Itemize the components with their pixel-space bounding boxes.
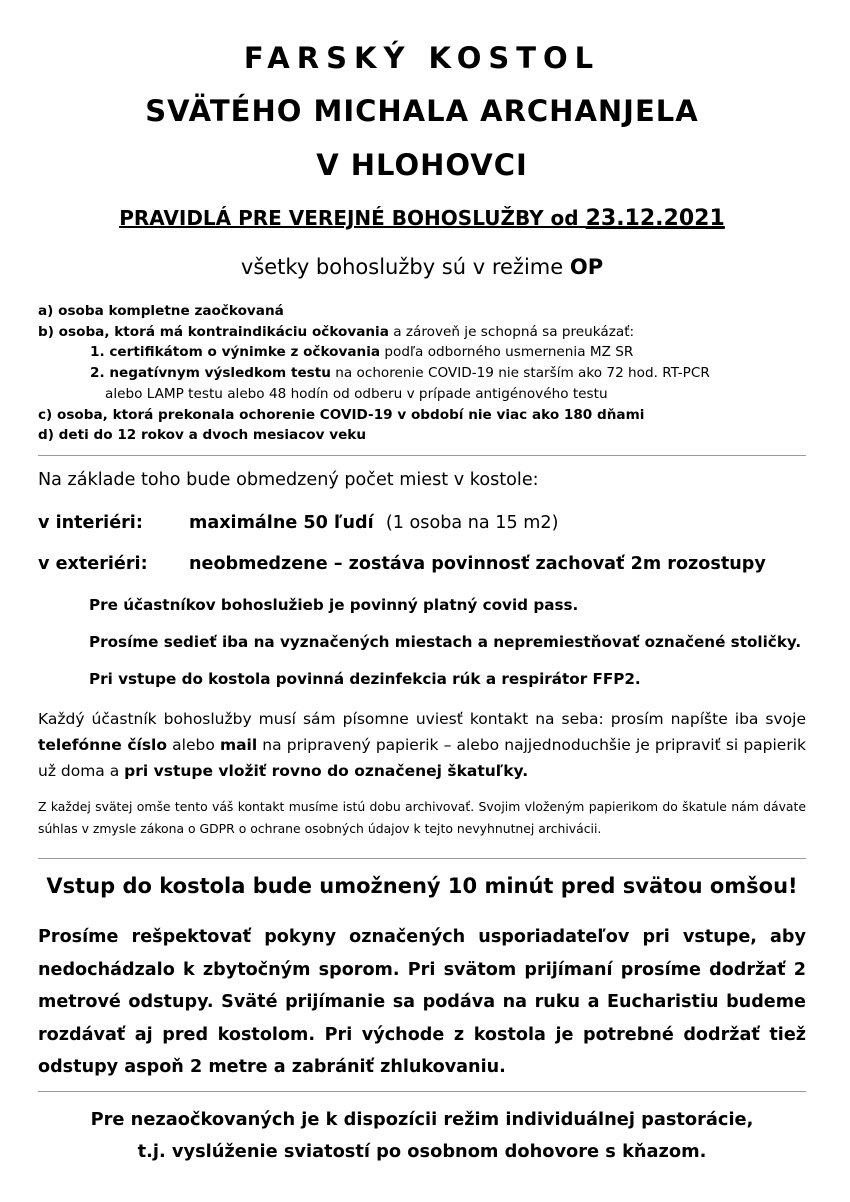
list-item-b2-rest: na ochorenie COVID-19 nie starším ako 72 hod. RT-PCR: [330, 365, 710, 382]
entry-heading: Vstup do kostola bude umožnený 10 minút pred svätou omšou!: [46, 874, 798, 898]
final-notice: [38, 1104, 806, 1168]
church-title-line1: FARSKÝ KOSTOL: [243, 41, 601, 75]
list-item-b1-rest: podľa odborného usmernenia MZ SR: [380, 344, 634, 361]
regime-code: OP: [569, 255, 604, 279]
list-item-b-rest: a zároveň je schopná sa preukázať:: [388, 323, 635, 340]
note-seating: Prosíme sedieť iba na vyznačených miestach a nepremiestňovať označené stoličky.: [89, 633, 802, 651]
note-covid-pass: Pre účastníkov bohoslužieb je povinný platný covid pass.: [89, 596, 579, 614]
list-item-c: [38, 405, 710, 426]
contact-text-3: na pripravený papierik – alebo najjednoduchšie je pripraviť si papierik už doma a: [38, 736, 806, 780]
list-item-b2: [38, 363, 710, 384]
eligibility-list: [38, 301, 710, 446]
capacity-intro: Na základe toho bude obmedzený počet miest v kostole:: [38, 470, 539, 490]
list-item-b2-cont: alebo LAMP testu alebo 48 hodín od odberu v prípade antigénového testu: [105, 385, 608, 402]
list-item-b1: [38, 342, 710, 363]
final-line1: Pre nezaočkovaných je k dispozícii režim individuálnej pastorácie,: [90, 1109, 754, 1130]
list-item-a: [38, 301, 710, 322]
list-item-b1-bold: 1. certifikátom o výnimke z očkovania: [90, 344, 381, 361]
regime-prefix: všetky bohoslužby sú v režime: [240, 255, 570, 279]
contact-paragraph: [38, 706, 806, 784]
contact-mail: mail: [219, 736, 258, 754]
interior-label: v interiéri:: [38, 513, 143, 533]
interior-note: (1 osoba na 15 m2): [385, 513, 559, 533]
final-line2: t.j. vyslúženie sviatostí po osobnom dohovore s kňazom.: [137, 1141, 707, 1162]
divider: [38, 1091, 806, 1092]
list-item-a-text: a) osoba kompletne zaočkovaná: [38, 303, 284, 319]
contact-phone: telefónne číslo: [38, 736, 168, 754]
list-item-b-bold: b) osoba, ktorá má kontraindikáciu očkovania: [38, 323, 389, 340]
contact-text-2: alebo: [167, 736, 220, 754]
list-item-b2-bold: 2. negatívnym výsledkom testu: [90, 365, 331, 382]
gdpr-paragraph: Z každej svätej omše tento váš kontakt musíme istú dobu archivovať. Svojim vloženým papierikom do škatule nám dávate súhlas v zmysle zákona o GDPR o ochrane osobných údajov k tejto nevyhnutnej archivácii.: [38, 799, 806, 836]
interior-value-wrap: [189, 513, 558, 533]
exterior-value: neobmedzene – zostáva povinnosť zachovať 2m rozostupy: [189, 554, 766, 574]
contact-text-1: Každý účastník bohoslužby musí sám písomne uviesť kontakt na seba: prosím napíšte iba svoje: [38, 710, 806, 728]
church-title-line2: SVÄTÉHO MICHALA ARCHANJELA: [145, 94, 699, 128]
list-item-d: [38, 425, 710, 446]
contact-text-4: pri vstupe vložiť rovno do označenej škatuľky.: [124, 762, 529, 780]
rules-date: 23.12.2021: [585, 206, 725, 231]
list-item-c-text: c) osoba, ktorá prekonala ochorenie COVID-19 v období nie viac ako 180 dňami: [38, 406, 645, 423]
regime-line: [38, 255, 806, 279]
list-item-b: [38, 322, 710, 343]
divider: [38, 858, 806, 859]
divider: [38, 455, 806, 456]
exterior-label: v exteriéri:: [38, 554, 148, 574]
note-disinfection: Pri vstupe do kostola povinná dezinfekcia rúk a respirátor FFP2.: [89, 670, 641, 688]
interior-value: maximálne 50 ľudí: [189, 513, 374, 533]
rules-heading: [38, 206, 806, 231]
list-item-d-text: d) deti do 12 rokov a dvoch mesiacov veku: [38, 427, 367, 444]
rules-heading-text: PRAVIDLÁ PRE VEREJNÉ BOHOSLUŽBY od: [119, 206, 586, 230]
church-title-line3: V HLOHOVCI: [316, 148, 528, 182]
respect-paragraph: Prosíme rešpektovať pokyny označených usporiadateľov pri vstupe, aby nedochádzalo k zbytočným sporom. Pri svätom prijímaní prosíme dodržať 2 metrové odstupy. Sväté prijímanie sa podáva na ruku a Eucharistiu budeme rozdávať aj pred kostolom. Pri východe z kostola je potrebné dodržať tiež odstupy aspoň 2 metre a zabrániť zhlukovaniu.: [38, 927, 806, 1077]
